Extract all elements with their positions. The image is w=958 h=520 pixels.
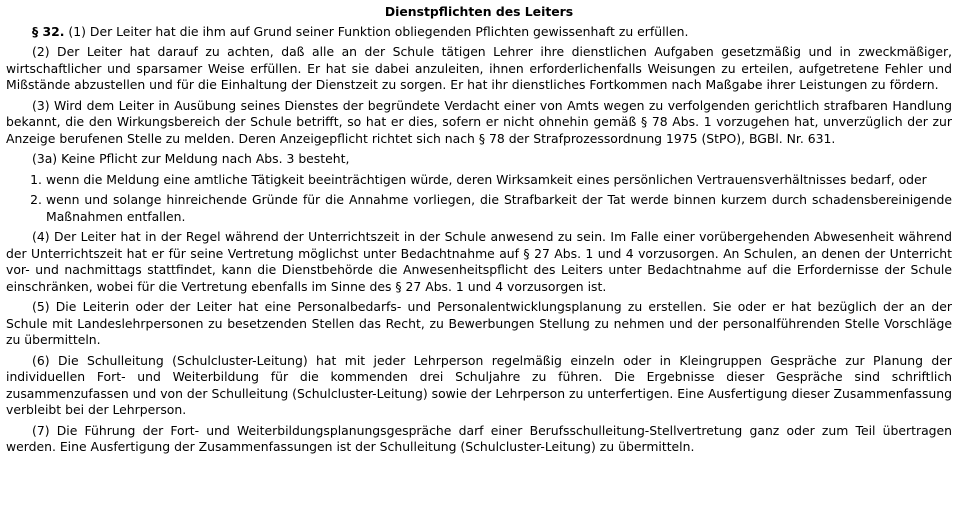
paragraph-1-text: (1) Der Leiter hat die ihm auf Grund seiner Funktion obliegenden Pflichten gewissenhaft zu erfüllen. bbox=[68, 23, 689, 39]
paragraph-4: (4) Der Leiter hat in der Regel während der Unterrichtszeit in der Schule anwesend zu sein. Im Falle einer vorübergehenden Abwesenheit während der Unterrichtszeit hat er für seine Vertretung möglichst unter Bedachtnahme auf § 27 Abs. 1 und 4 vorzusorgen. An Schulen, an denen der Unterricht vor- und nachmittags stattfindet, kann die Dienstbehörde die Anwesenheitspflicht des Leiters unter Bedachtnahme auf die Erfordernisse der Schule einschränken, wobei für die Vertretung ebenfalls im Sinne des § 27 Abs. 1 und 4 vorzusorgen ist. bbox=[6, 229, 952, 294]
section-title: Dienstpflichten des Leiters bbox=[384, 4, 574, 19]
paragraph-6: (6) Die Schulleitung (Schulcluster-Leitung) hat mit jeder Lehrperson regelmäßig einzeln oder in Kleingruppen Gespräche zur Planung der individuellen Fort- und Weiterbildung für die kommenden drei Schuljahre zu führen. Die Ergebnisse dieser Gespräche sind schriftlich zusammenzufassen und von der Schulleitung (Schulcluster-Leitung) sowie der Lehrperson zu unterfertigen. Eine Ausfertigung dieser Zusammenfassung verbleibt bei der Lehrperson. bbox=[6, 352, 952, 417]
list-item bbox=[6, 192, 952, 225]
paragraph-5: (5) Die Leiterin oder der Leiter hat eine Personalbedarfs- und Personalentwicklungsplanung zu erstellen. Sie oder er hat bezüglich der an der Schule mit Landeslehrpersonen zu besetzenden Stellen das Recht, zu Bewerbungen Stellung zu nehmen und der personalführenden Stelle Vorschläge zu übermitteln. bbox=[6, 299, 952, 347]
list-item-text: wenn die Meldung eine amtliche Tätigkeit beeinträchtigen würde, deren Wirksamkeit eines persönlichen Vertrauensverhältnisses bedarf, oder bbox=[46, 171, 927, 187]
list-item bbox=[6, 172, 952, 189]
paragraph-2: (2) Der Leiter hat darauf zu achten, daß alle an der Schule tätigen Lehrer ihre dienstlichen Aufgaben gesetzmäßig und in zweckmäßiger, wirtschaftlicher und sparsamer Weise erfüllen. Er hat sie dabei anzuleiten, ihnen erforderlichenfalls Weisungen zu erteilen, aufgetretene Fehler und Mißstände abzustellen und für die Einhaltung der Dienstzeit zu sorgen. Er hat ihr dienstliches Fortkommen nach Maßgabe ihrer Leistungen zu fördern. bbox=[6, 44, 952, 92]
list-item-number: 1. bbox=[30, 171, 42, 187]
list-item-text: wenn und solange hinreichende Gründe für die Annahme vorliegen, die Strafbarkeit der Tat werde binnen kurzem durch schadensbereinigende Maßnahmen entfallen. bbox=[46, 192, 952, 224]
paragraph-3a: (3a) Keine Pflicht zur Meldung nach Abs. 3 besteht, bbox=[32, 151, 350, 166]
section-number: § 32. bbox=[32, 23, 65, 39]
paragraph-1 bbox=[6, 24, 952, 41]
list-item-number: 2. bbox=[30, 192, 42, 207]
paragraph-3a-list bbox=[6, 172, 952, 226]
paragraph-7: (7) Die Führung der Fort- und Weiterbildungsplanungsgespräche darf einer Berufsschulleitung-Stellvertretung ganz oder zum Teil übertragen werden. Eine Ausfertigung der Zusammenfassungen ist der Schulleitung (Schulcluster-Leitung) zu übermitteln. bbox=[6, 422, 952, 454]
paragraph-3: (3) Wird dem Leiter in Ausübung seines Dienstes der begründete Verdacht einer von Amts wegen zu verfolgenden gerichtlich strafbaren Handlung bekannt, die den Wirkungsbereich der Schule betrifft, so hat er dies, sofern er nicht ohnehin gemäß § 78 Abs. 1 vorzugehen hat, unverzüglich der zur Anzeige berufenen Stelle zu melden. Deren Anzeigepflicht richtet sich nach § 78 der Strafprozessordnung 1975 (StPO), BGBl. Nr. 631. bbox=[6, 97, 952, 146]
